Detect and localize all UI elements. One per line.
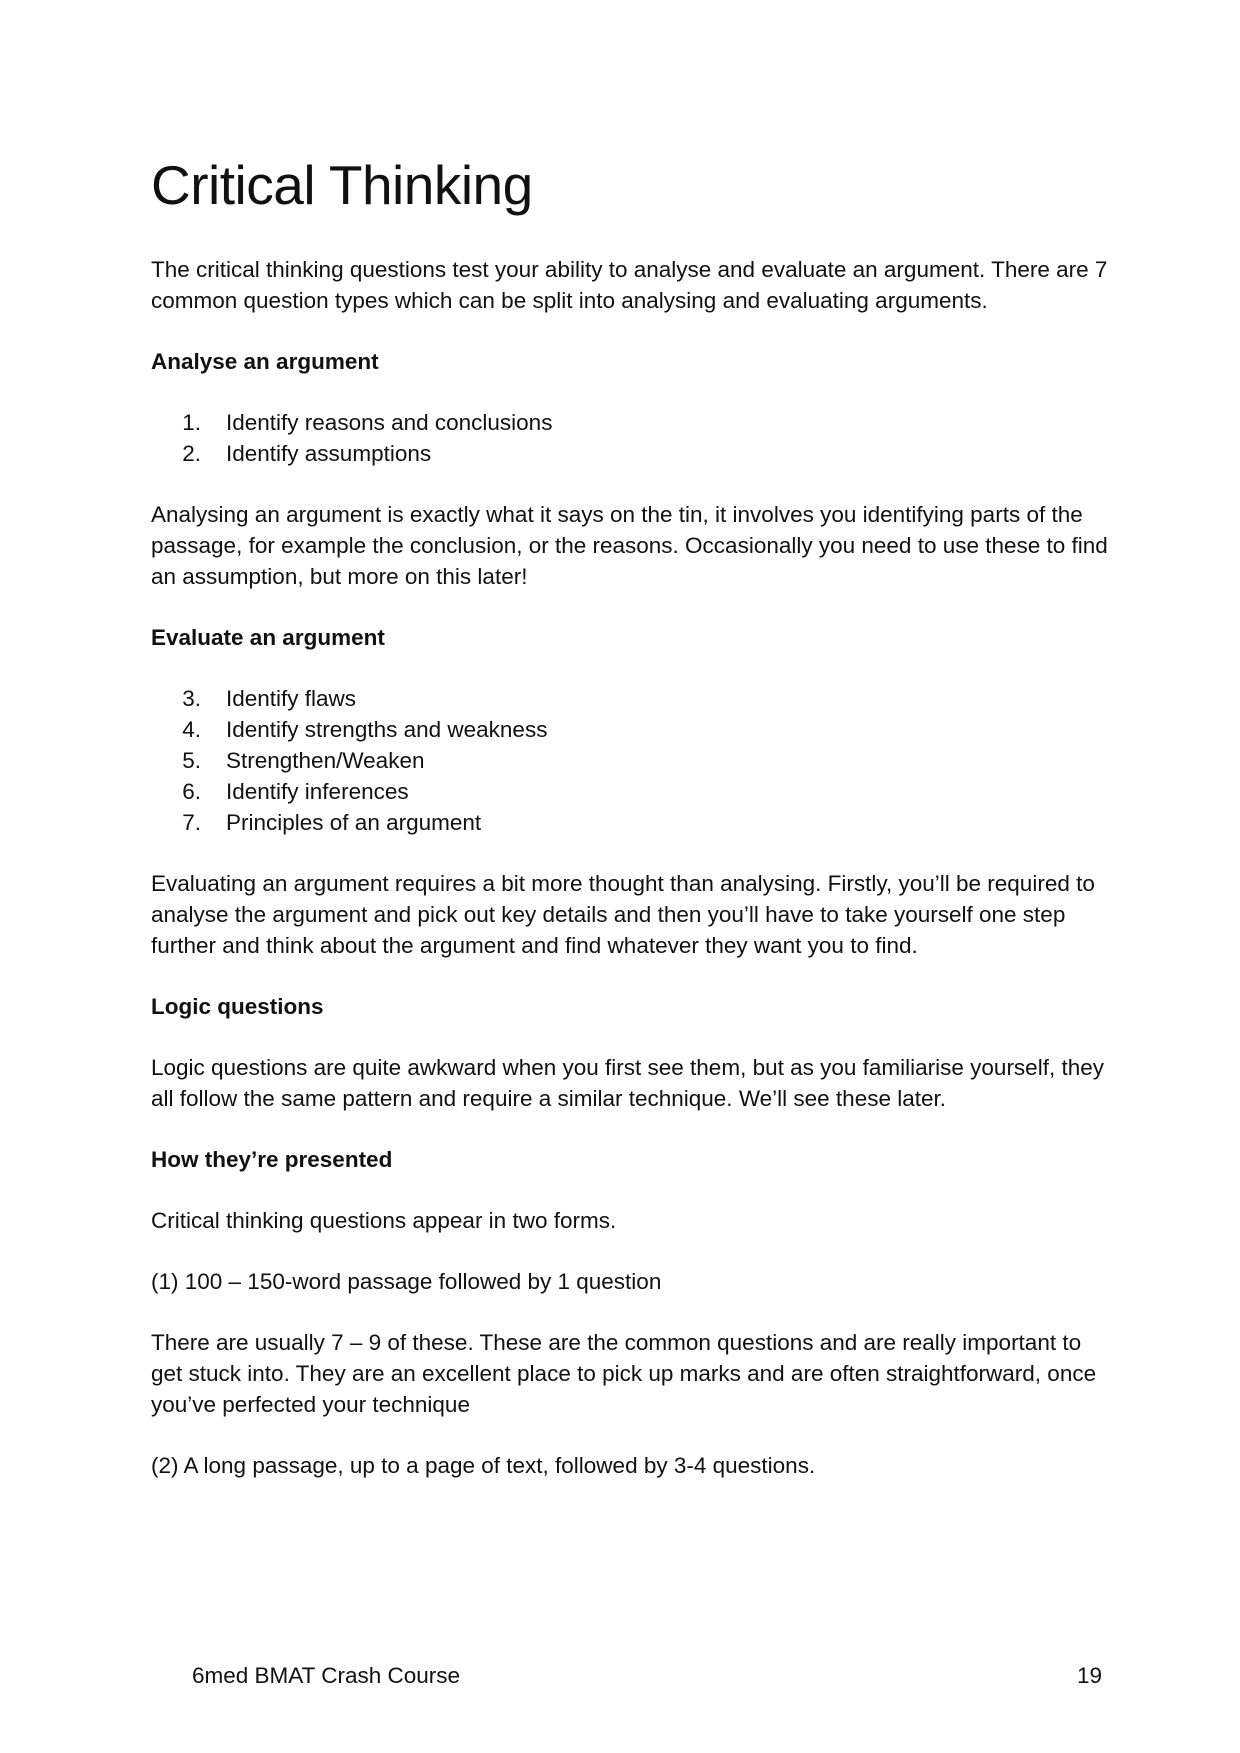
list-item-text: Identify flaws [226,686,357,711]
list-item-text: Identify reasons and conclusions [226,410,553,435]
document-body [151,254,1111,1511]
evaluate-list [151,683,1111,838]
list-item-text: Identify assumptions [226,441,432,466]
analyse-paragraph: Analysing an argument is exactly what it says on the tin, it involves you identifying parts of the passage, for example the conclusion, or the reasons. Occasionally you need to use these to find an assumption, but more on this later! [151,502,1108,589]
footer-page-number: 19 [1076,1663,1102,1688]
form-one: (1) 100 – 150-word passage followed by 1 question [151,1269,662,1294]
list-item-number: 5. [182,748,201,773]
list-item-number: 3. [182,686,201,711]
form-one-detail: There are usually 7 – 9 of these. These are the common questions and are really important to get stuck into. They are an excellent place to pick up marks and are often straightforward, once you’ve perfected your technique [151,1330,1097,1417]
list-item [151,407,1111,438]
list-item [151,438,1111,469]
footer-course-name: 6med BMAT Crash Course [192,1663,461,1688]
list-item-number: 1. [182,410,201,435]
list-item [151,683,1111,714]
list-item-number: 4. [182,717,201,742]
analyse-heading: Analyse an argument [151,349,379,374]
intro-paragraph: The critical thinking questions test your ability to analyse and evaluate an argument. There are 7 common question types which can be split into analysing and evaluating arguments. [151,257,1108,313]
evaluate-paragraph: Evaluating an argument requires a bit more thought than analysing. Firstly, you’ll be required to analyse the argument and pick out key details and then you’ll have to take yourself one step further and think about the argument and find whatever they want you to find. [151,871,1095,958]
document-page [151,0,1111,1753]
list-item [151,776,1111,807]
presented-intro: Critical thinking questions appear in two forms. [151,1208,617,1233]
list-item [151,807,1111,838]
list-item [151,745,1111,776]
page-title: Critical Thinking [151,154,533,216]
analyse-list [151,407,1111,469]
logic-heading: Logic questions [151,994,324,1019]
list-item [151,714,1111,745]
list-item-text: Identify strengths and weakness [226,717,548,742]
list-item-text: Identify inferences [226,779,409,804]
list-item-number: 7. [182,810,201,835]
list-item-number: 6. [182,779,201,804]
form-two: (2) A long passage, up to a page of text, followed by 3-4 questions. [151,1453,816,1478]
logic-paragraph: Logic questions are quite awkward when you first see them, but as you familiarise yourself, they all follow the same pattern and require a similar technique. We’ll see these later. [151,1055,1104,1111]
presented-heading: How they’re presented [151,1147,393,1172]
list-item-number: 2. [182,441,201,466]
evaluate-heading: Evaluate an argument [151,625,385,650]
list-item-text: Principles of an argument [226,810,482,835]
list-item-text: Strengthen/Weaken [226,748,425,773]
